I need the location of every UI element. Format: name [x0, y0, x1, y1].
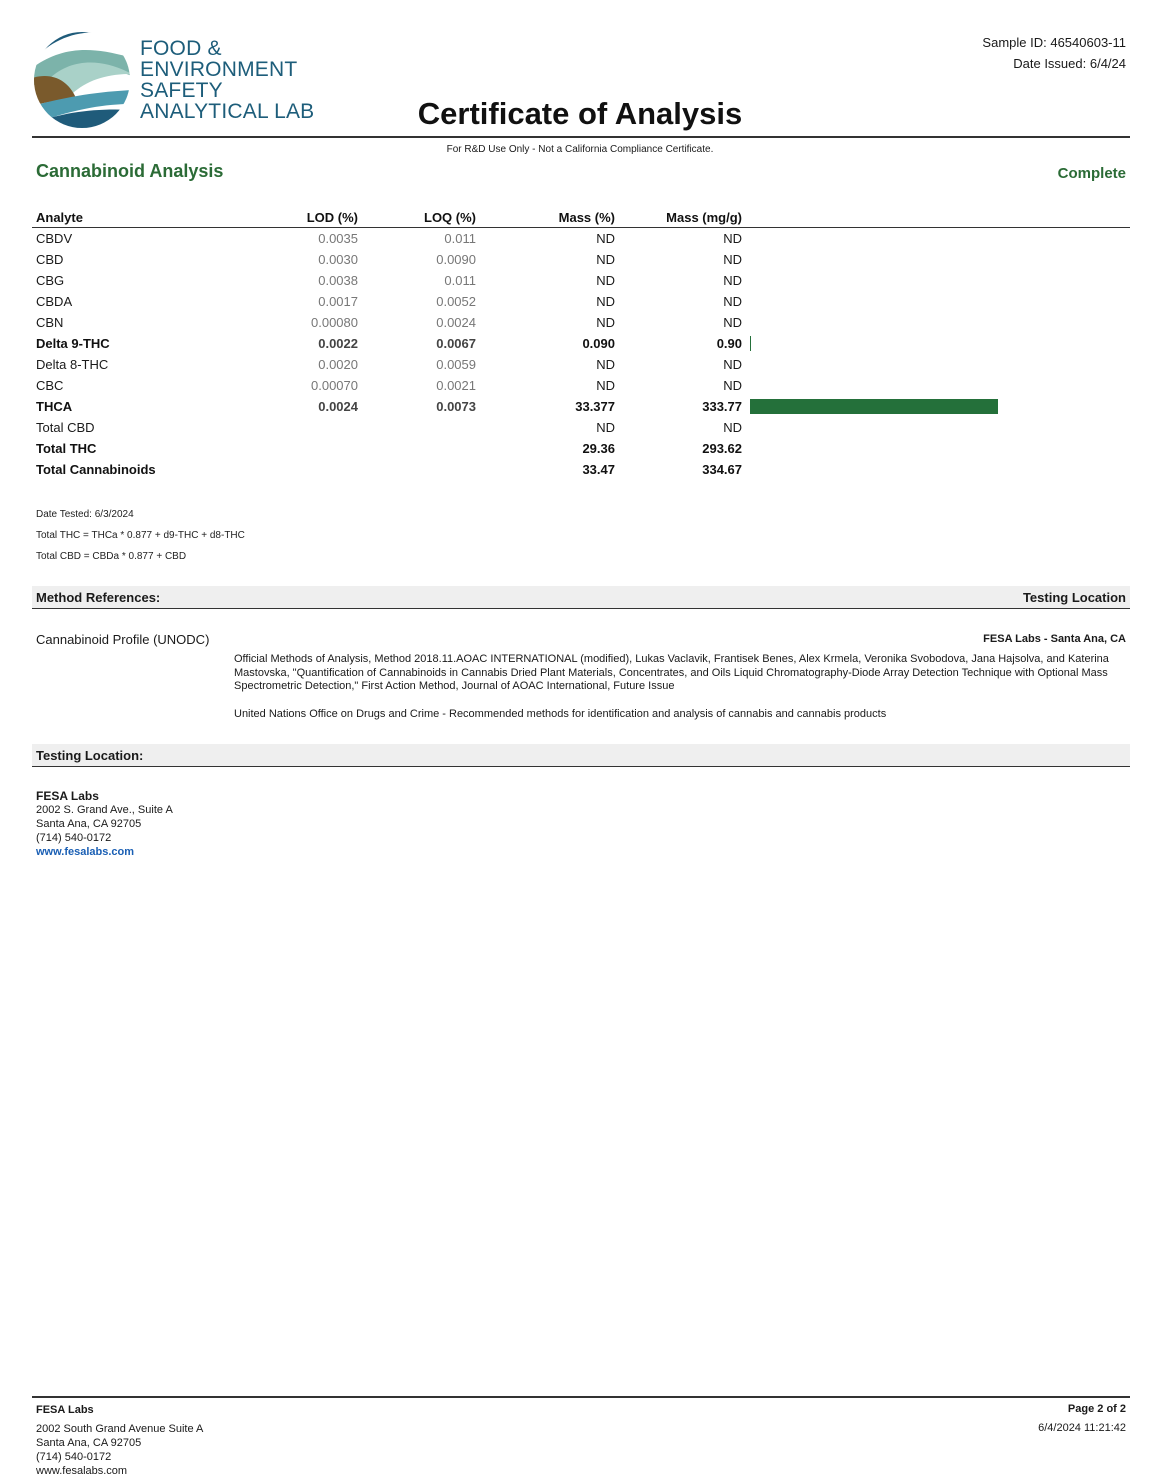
- date-issued: Date Issued: 6/4/24: [1013, 56, 1126, 71]
- table-row: [32, 375, 1130, 396]
- analyte-cell: CBN: [36, 315, 64, 330]
- mass-percent-cell: ND: [596, 315, 615, 330]
- lod-cell: 0.0017: [318, 294, 358, 309]
- mass-bar: [750, 399, 998, 414]
- mass-mg-g-cell: ND: [723, 420, 742, 435]
- mass-mg-g-cell: 334.67: [702, 462, 742, 477]
- mass-mg-g-cell: 333.77: [702, 399, 742, 414]
- loq-cell: 0.0024: [436, 315, 476, 330]
- col-mass-percent: Mass (%): [558, 210, 615, 225]
- table-row: [32, 333, 1130, 354]
- mass-percent-cell: 29.36: [582, 441, 615, 456]
- mass-mg-g-cell: 293.62: [702, 441, 742, 456]
- analyte-cell: CBG: [36, 273, 65, 288]
- analyte-cell: Total THC: [36, 441, 97, 456]
- logo-line-2: ENVIRONMENT: [140, 58, 298, 81]
- table-row: [32, 228, 1130, 249]
- loq-cell: 0.0090: [436, 252, 476, 267]
- analyte-cell: Delta 9-THC: [36, 336, 110, 351]
- footer-address-1: 2002 South Grand Avenue Suite A: [36, 1423, 204, 1435]
- testing-location-address: [36, 789, 173, 859]
- address-line-1: 2002 S. Grand Ave., Suite A: [36, 804, 173, 816]
- mass-bar: [750, 336, 751, 351]
- mass-percent-cell: 33.47: [582, 462, 615, 477]
- footer-timestamp: 6/4/2024 11:21:42: [1038, 1422, 1126, 1434]
- mass-mg-g-cell: ND: [723, 294, 742, 309]
- col-mass-mg-g: Mass (mg/g): [666, 210, 742, 225]
- table-row: [32, 438, 1130, 459]
- analyte-cell: Total Cannabinoids: [36, 462, 156, 477]
- mass-mg-g-cell: ND: [723, 252, 742, 267]
- method-reference-aoac: Official Methods of Analysis, Method 2018.11.AOAC INTERNATIONAL (modified), Lukas Vaclavik, Frantisek Benes, Alex Krmela, Veronika Svobodova, Jana Hajsolva, and Katerina Mastovska, "Quantification of Cannabinoids in Cannabis Dried Plant Materials, Concentrates, and Oils Liquid Chromatography-Diode Array Detection Technique with Optional Mass Spectrometric Detection," First Action Method, Journal of AOAC International, Future Issue: [234, 653, 1109, 692]
- analyte-cell: CBC: [36, 378, 64, 393]
- footer-address: [36, 1403, 203, 1478]
- lab-name: FESA Labs: [36, 789, 99, 803]
- method-references-header: [32, 586, 1130, 609]
- mass-mg-g-cell: ND: [723, 357, 742, 372]
- testing-location-heading: Testing Location: [1022, 590, 1126, 605]
- mass-mg-g-cell: ND: [723, 315, 742, 330]
- page-number: Page 2 of 2: [1067, 1403, 1126, 1415]
- mass-percent-cell: ND: [596, 273, 615, 288]
- col-analyte: Analyte: [36, 210, 83, 225]
- testing-location-title: Testing Location:: [36, 748, 144, 763]
- analyte-cell: CBD: [36, 252, 64, 267]
- table-row: [32, 417, 1130, 438]
- lod-cell: 0.0030: [318, 252, 358, 267]
- mass-mg-g-cell: ND: [723, 231, 742, 246]
- analyte-cell: Total CBD: [36, 420, 95, 435]
- header-divider: [32, 136, 1130, 138]
- col-loq: LOQ (%): [424, 210, 476, 225]
- loq-cell: 0.011: [444, 273, 476, 288]
- table-header: [32, 208, 1130, 228]
- col-lod: LOD (%): [306, 210, 358, 225]
- logo-line-3: SAFETY: [140, 79, 223, 102]
- total-cbd-formula: Total CBD = CBDa * 0.877 + CBD: [36, 551, 187, 562]
- footer-phone: (714) 540-0172: [36, 1451, 112, 1463]
- mass-percent-cell: ND: [596, 420, 615, 435]
- loq-cell: 0.0021: [436, 378, 476, 393]
- table-row: [32, 312, 1130, 333]
- mass-percent-cell: 33.377: [575, 399, 615, 414]
- mass-percent-cell: ND: [596, 294, 615, 309]
- lod-cell: 0.00070: [311, 378, 358, 393]
- sample-id: Sample ID: 46540603-11: [982, 35, 1126, 50]
- mass-percent-cell: ND: [596, 231, 615, 246]
- mass-percent-cell: 0.090: [582, 336, 615, 351]
- address-line-2: Santa Ana, CA 92705: [36, 818, 142, 830]
- analyte-cell: Delta 8-THC: [36, 357, 109, 372]
- lod-cell: 0.0022: [318, 336, 358, 351]
- loq-cell: 0.0067: [436, 336, 476, 351]
- table-row: [32, 270, 1130, 291]
- date-tested: Date Tested: 6/3/2024: [36, 509, 134, 520]
- method-reference-unodc: United Nations Office on Drugs and Crime - Recommended methods for identification and analysis of cannabis and cannabis products: [234, 708, 887, 720]
- lod-cell: 0.0024: [318, 399, 358, 414]
- website-link[interactable]: www.fesalabs.com: [36, 846, 135, 858]
- table-row: [32, 291, 1130, 312]
- lab-logo-wordmark: [140, 38, 314, 122]
- table-row: [32, 459, 1130, 480]
- lod-cell: 0.00080: [311, 315, 358, 330]
- mass-percent-cell: ND: [596, 378, 615, 393]
- loq-cell: 0.0052: [436, 294, 476, 309]
- loq-cell: 0.011: [444, 231, 476, 246]
- mass-mg-g-cell: ND: [723, 273, 742, 288]
- logo-line-4: ANALYTICAL LAB: [140, 100, 315, 123]
- analyte-cell: CBDV: [36, 231, 73, 246]
- footer-website: www.fesalabs.com: [36, 1465, 128, 1477]
- analyte-cell: THCA: [36, 399, 73, 414]
- lod-cell: 0.0038: [318, 273, 358, 288]
- phone: (714) 540-0172: [36, 832, 112, 844]
- loq-cell: 0.0073: [436, 399, 476, 414]
- mass-mg-g-cell: 0.90: [716, 336, 742, 351]
- method-location: FESA Labs - Santa Ana, CA: [983, 633, 1126, 645]
- method-references-heading: Method References:: [36, 590, 161, 605]
- footer-divider: [32, 1396, 1130, 1398]
- disclaimer: For R&D Use Only - Not a California Compliance Certificate.: [446, 144, 714, 155]
- document-title: Certificate of Analysis: [417, 96, 743, 131]
- analyte-cell: CBDA: [36, 294, 73, 309]
- mass-percent-cell: ND: [596, 252, 615, 267]
- mass-mg-g-cell: ND: [723, 378, 742, 393]
- table-row: [32, 396, 1130, 417]
- testing-location-header: [32, 744, 1130, 767]
- mass-percent-cell: ND: [596, 357, 615, 372]
- logo-emblem-icon: [32, 28, 136, 132]
- table-row: [32, 354, 1130, 375]
- footer-lab-name: FESA Labs: [36, 1404, 94, 1416]
- status-badge: Complete: [1057, 165, 1126, 182]
- loq-cell: 0.0059: [436, 357, 476, 372]
- footer-address-2: Santa Ana, CA 92705: [36, 1437, 142, 1449]
- table-row: [32, 249, 1130, 270]
- section-title: Cannabinoid Analysis: [36, 161, 224, 181]
- lod-cell: 0.0020: [318, 357, 358, 372]
- method-name: Cannabinoid Profile (UNODC): [36, 632, 210, 647]
- total-thc-formula: Total THC = THCa * 0.877 + d9-THC + d8-THC: [36, 530, 245, 541]
- lod-cell: 0.0035: [318, 231, 358, 246]
- logo-line-1: FOOD &: [140, 37, 222, 60]
- cannabinoid-table: [32, 208, 1130, 480]
